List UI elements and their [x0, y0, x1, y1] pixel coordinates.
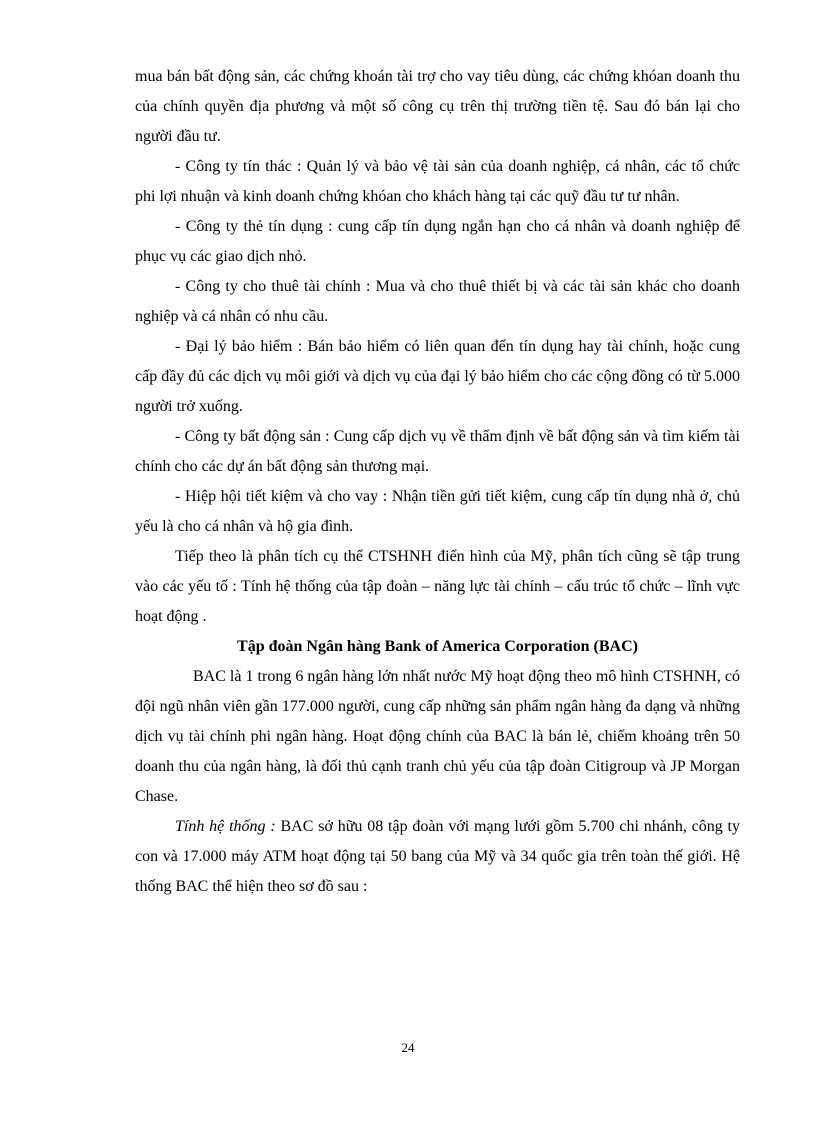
list-item-credit-card-company: - Công ty thẻ tín dụng : cung cấp tín dụng ngắn hạn cho cá nhân và doanh nghiệp để phục vụ các giao dịch nhỏ. [135, 218, 740, 265]
system-label: Tính hệ thống : [175, 818, 276, 835]
list-item-savings-loan-association: - Hiệp hội tiết kiệm và cho vay : Nhận tiền gửi tiết kiệm, cung cấp tín dụng nhà ở, chủ yếu là cho cá nhân và hộ gia đình. [135, 488, 740, 535]
list-item-real-estate-company: - Công ty bất động sản : Cung cấp dịch vụ về thẩm định về bất động sản và tìm kiếm tài chính cho các dự án bất động sản thương mại. [135, 428, 740, 475]
list-item-trust-company: - Công ty tín thác : Quản lý và bảo vệ tài sản của doanh nghiệp, cá nhân, các tổ chức phi lợi nhuận và kinh doanh chứng khóan cho khách hàng tại các quỹ đầu tư tư nhân. [135, 158, 740, 205]
paragraph-continued: mua bán bất động sản, các chứng khoán tài trợ cho vay tiêu dùng, các chứng khóan doanh thu của chính quyền địa phương và một số công cụ trên thị trường tiền tệ. Sau đó bán lại cho người đầu tư. [135, 68, 740, 145]
page-number: 24 [401, 1040, 415, 1055]
document-body [135, 62, 740, 902]
list-item-insurance-agency: - Đại lý bảo hiểm : Bán bảo hiểm có liên quan đến tín dụng hay tài chính, hoặc cung cấp đầy đủ các dịch vụ môi giới và dịch vụ của đại lý bảo hiểm cho các cộng đồng có từ 5.000 người trở xuống. [135, 338, 740, 415]
paragraph-bac-intro: BAC là 1 trong 6 ngân hàng lớn nhất nước Mỹ hoạt động theo mô hình CTSHNH, có đội ngũ nhân viên gần 177.000 người, cung cấp những sản phẩm ngân hàng đa dạng và những dịch vụ tài chính phi ngân hàng. Hoạt động chính của BAC là bán lẻ, chiếm khoảng trên 50 doanh thu của ngân hàng, là đối thủ cạnh tranh chủ yếu của tập đoàn Citigroup và JP Morgan Chase. [135, 668, 740, 805]
list-item-leasing-company: - Công ty cho thuê tài chính : Mua và cho thuê thiết bị và các tài sản khác cho doanh nghiệp và cá nhân có nhu cầu. [135, 278, 740, 325]
paragraph-analysis-intro: Tiếp theo là phân tích cụ thể CTSHNH điển hình của Mỹ, phân tích cũng sẽ tập trung vào các yếu tố : Tính hệ thống của tập đoàn – năng lực tài chính – cấu trúc tổ chức – lĩnh vực hoạt động . [135, 548, 740, 625]
section-heading-bac: Tập đoàn Ngân hàng Bank of America Corporation (BAC) [237, 638, 638, 655]
paragraph-bac-system [135, 812, 740, 902]
system-text: BAC sở hữu 08 tập đoàn với mạng lưới gồm 5.700 chi nhánh, công ty con và 17.000 máy ATM hoạt động tại 50 bang của Mỹ và 34 quốc gia trên toàn thế giới. Hệ thống BAC thể hiện theo sơ đồ sau : [135, 818, 741, 895]
